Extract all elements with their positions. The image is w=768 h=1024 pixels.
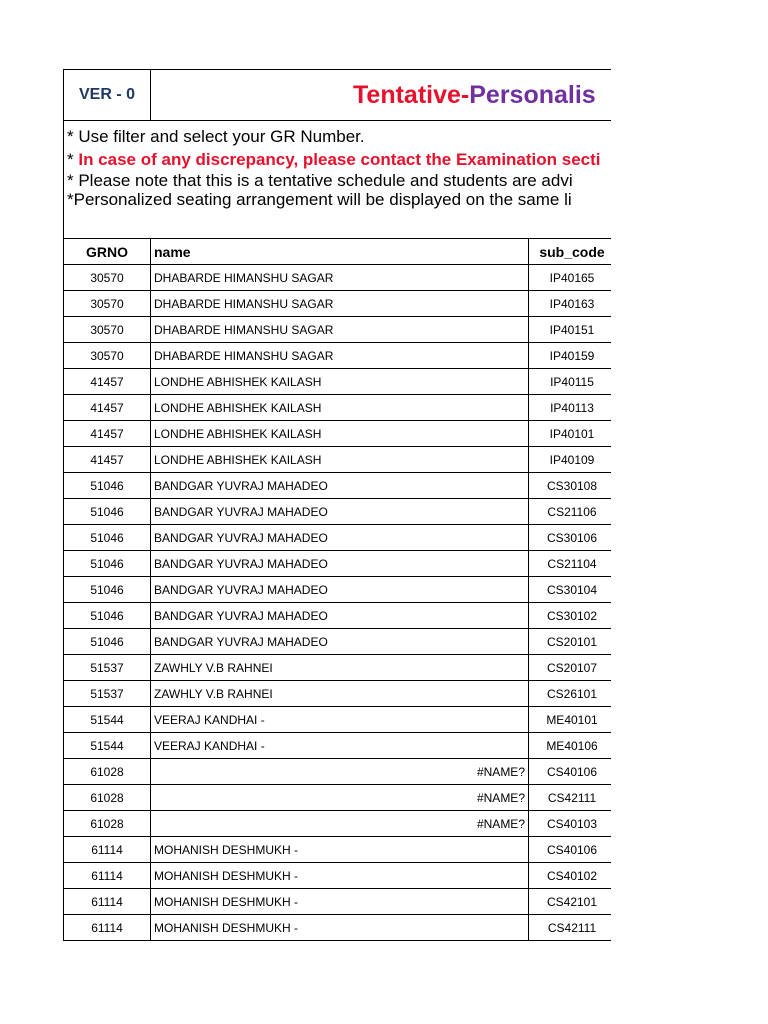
name-cell[interactable]: DHABARDE HIMANSHU SAGAR: [151, 343, 529, 369]
name-cell[interactable]: BANDGAR YUVRAJ MAHADEO: [151, 525, 529, 551]
title-personalised: Personalis: [469, 80, 596, 109]
header-row: [64, 70, 611, 121]
grno-cell[interactable]: 30570: [64, 343, 151, 369]
grno-cell[interactable]: 61114: [64, 837, 151, 863]
grno-cell[interactable]: 51046: [64, 551, 151, 577]
name-cell[interactable]: DHABARDE HIMANSHU SAGAR: [151, 317, 529, 343]
table-row: [64, 395, 611, 421]
grno-cell[interactable]: 51046: [64, 629, 151, 655]
grno-cell[interactable]: 30570: [64, 291, 151, 317]
table-row: [64, 629, 611, 655]
grno-cell[interactable]: 61114: [64, 863, 151, 889]
table-row: [64, 291, 611, 317]
name-cell[interactable]: LONDHE ABHISHEK KAILASH: [151, 369, 529, 395]
grno-cell[interactable]: 61114: [64, 889, 151, 915]
table-row: [64, 369, 611, 395]
table-body: [64, 265, 611, 941]
grno-cell[interactable]: 51046: [64, 603, 151, 629]
schedule-table: [64, 238, 611, 941]
sub-code-cell[interactable]: IP40165: [529, 265, 612, 291]
sub-code-cell[interactable]: IP40163: [529, 291, 612, 317]
title-dash: -: [460, 80, 470, 109]
table-row: [64, 707, 611, 733]
table-row: [64, 317, 611, 343]
grno-cell[interactable]: 41457: [64, 447, 151, 473]
sub-code-cell[interactable]: CS42111: [529, 915, 612, 941]
name-cell[interactable]: BANDGAR YUVRAJ MAHADEO: [151, 603, 529, 629]
sub-code-cell[interactable]: CS40106: [529, 837, 612, 863]
table-row: [64, 655, 611, 681]
sub-code-cell[interactable]: CS40102: [529, 863, 612, 889]
sub-code-cell[interactable]: IP40151: [529, 317, 612, 343]
table-row: [64, 759, 611, 785]
table-header-row: [64, 239, 611, 265]
grno-cell[interactable]: 41457: [64, 395, 151, 421]
name-cell[interactable]: MOHANISH DESHMUKH -: [151, 863, 529, 889]
sub-code-cell[interactable]: CS21104: [529, 551, 612, 577]
grno-cell[interactable]: 51046: [64, 473, 151, 499]
column-header-sub-code[interactable]: sub_code: [529, 239, 612, 265]
table-row: [64, 265, 611, 291]
table-row: [64, 551, 611, 577]
name-cell[interactable]: VEERAJ KANDHAI -: [151, 733, 529, 759]
name-cell[interactable]: LONDHE ABHISHEK KAILASH: [151, 395, 529, 421]
sub-code-cell[interactable]: CS30104: [529, 577, 612, 603]
name-cell[interactable]: #NAME?: [151, 811, 529, 837]
sub-code-cell[interactable]: CS26101: [529, 681, 612, 707]
column-header-name[interactable]: name: [151, 239, 529, 265]
name-cell[interactable]: MOHANISH DESHMUKH -: [151, 889, 529, 915]
sub-code-cell[interactable]: ME40106: [529, 733, 612, 759]
name-cell[interactable]: LONDHE ABHISHEK KAILASH: [151, 421, 529, 447]
grno-cell[interactable]: 51544: [64, 707, 151, 733]
instructions-cell[interactable]: [64, 121, 611, 238]
name-cell[interactable]: BANDGAR YUVRAJ MAHADEO: [151, 629, 529, 655]
grno-cell[interactable]: 51537: [64, 681, 151, 707]
table-row: [64, 447, 611, 473]
note-discrepancy-bullet: *: [67, 150, 79, 169]
grno-cell[interactable]: 30570: [64, 265, 151, 291]
table-row: [64, 785, 611, 811]
sub-code-cell[interactable]: IP40159: [529, 343, 612, 369]
sub-code-cell[interactable]: CS20101: [529, 629, 612, 655]
sub-code-cell[interactable]: CS21106: [529, 499, 612, 525]
name-cell[interactable]: BANDGAR YUVRAJ MAHADEO: [151, 551, 529, 577]
table-row: [64, 837, 611, 863]
grno-cell[interactable]: 61028: [64, 785, 151, 811]
title-tentative: Tentative: [353, 80, 461, 109]
name-cell[interactable]: DHABARDE HIMANSHU SAGAR: [151, 265, 529, 291]
table-row: [64, 473, 611, 499]
name-cell[interactable]: MOHANISH DESHMUKH -: [151, 837, 529, 863]
spreadsheet: [63, 69, 611, 941]
table-row: [64, 603, 611, 629]
table-row: [64, 343, 611, 369]
table-row: [64, 915, 611, 941]
grno-cell[interactable]: 41457: [64, 421, 151, 447]
name-cell[interactable]: BANDGAR YUVRAJ MAHADEO: [151, 577, 529, 603]
name-cell[interactable]: MOHANISH DESHMUKH -: [151, 915, 529, 941]
name-cell[interactable]: #NAME?: [151, 759, 529, 785]
name-cell[interactable]: LONDHE ABHISHEK KAILASH: [151, 447, 529, 473]
table-row: [64, 889, 611, 915]
table-row: [64, 525, 611, 551]
sub-code-cell[interactable]: IP40113: [529, 395, 612, 421]
sub-code-cell[interactable]: CS42101: [529, 889, 612, 915]
grno-cell[interactable]: 61114: [64, 915, 151, 941]
name-cell[interactable]: ZAWHLY V.B RAHNEI: [151, 655, 529, 681]
grno-cell[interactable]: 41457: [64, 369, 151, 395]
grno-cell[interactable]: 51544: [64, 733, 151, 759]
version-label[interactable]: VER - 0: [64, 70, 151, 120]
sub-code-cell[interactable]: CS42111: [529, 785, 612, 811]
table-row: [64, 681, 611, 707]
table-row: [64, 577, 611, 603]
note-seating: *Personalized seating arrangement will be displayed on the same li: [67, 190, 572, 209]
sub-code-cell[interactable]: CS30102: [529, 603, 612, 629]
sub-code-cell[interactable]: CS30106: [529, 525, 612, 551]
grno-cell[interactable]: 51046: [64, 577, 151, 603]
column-header-grno[interactable]: GRNO: [64, 239, 151, 265]
note-tentative: * Please note that this is a tentative schedule and students are advi: [67, 171, 573, 190]
name-cell[interactable]: DHABARDE HIMANSHU SAGAR: [151, 291, 529, 317]
name-cell[interactable]: BANDGAR YUVRAJ MAHADEO: [151, 473, 529, 499]
sub-code-cell[interactable]: IP40101: [529, 421, 612, 447]
name-cell[interactable]: BANDGAR YUVRAJ MAHADEO: [151, 499, 529, 525]
table-row: [64, 811, 611, 837]
name-cell[interactable]: ZAWHLY V.B RAHNEI: [151, 681, 529, 707]
grno-cell[interactable]: 61028: [64, 811, 151, 837]
sub-code-cell[interactable]: CS20107: [529, 655, 612, 681]
sub-code-cell[interactable]: CS30108: [529, 473, 612, 499]
table-row: [64, 863, 611, 889]
table-row: [64, 499, 611, 525]
grno-cell[interactable]: 51046: [64, 499, 151, 525]
grno-cell[interactable]: 51046: [64, 525, 151, 551]
sub-code-cell[interactable]: CS40106: [529, 759, 612, 785]
note-filter: * Use filter and select your GR Number.: [67, 127, 365, 146]
note-discrepancy: [67, 149, 601, 171]
sub-code-cell[interactable]: CS40103: [529, 811, 612, 837]
page-title[interactable]: [151, 70, 611, 120]
sub-code-cell[interactable]: ME40101: [529, 707, 612, 733]
grno-cell[interactable]: 51537: [64, 655, 151, 681]
sub-code-cell[interactable]: IP40109: [529, 447, 612, 473]
note-discrepancy-text: In case of any discrepancy, please contact the Examination secti: [78, 150, 601, 169]
table-row: [64, 421, 611, 447]
grno-cell[interactable]: 61028: [64, 759, 151, 785]
grno-cell[interactable]: 30570: [64, 317, 151, 343]
sub-code-cell[interactable]: IP40115: [529, 369, 612, 395]
name-cell[interactable]: #NAME?: [151, 785, 529, 811]
name-cell[interactable]: VEERAJ KANDHAI -: [151, 707, 529, 733]
table-row: [64, 733, 611, 759]
